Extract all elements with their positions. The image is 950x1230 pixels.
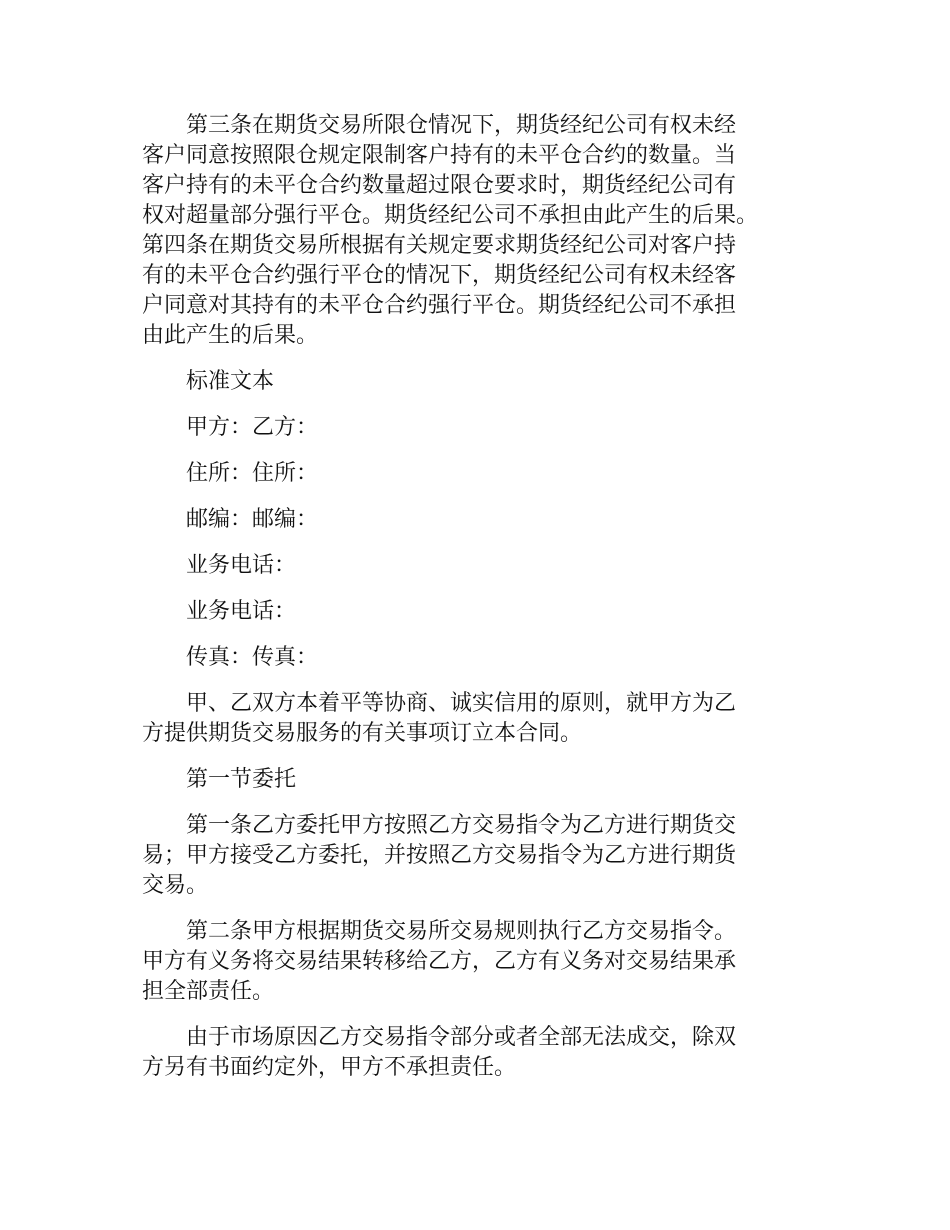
text-line: 第三条在期货交易所限仓情况下，期货经纪公司有权未经 bbox=[186, 113, 737, 138]
fax-line bbox=[142, 643, 832, 673]
text-line: 邮编：邮编： bbox=[186, 507, 319, 532]
text-line: 方另有书面约定外，甲方不承担责任。 bbox=[142, 1055, 517, 1080]
text-line: 担全部责任。 bbox=[142, 979, 275, 1004]
text-line: 方提供期货交易服务的有关事项订立本合同。 bbox=[142, 721, 583, 746]
text-line: 易；甲方接受乙方委托，并按照乙方交易指令为乙方进行期货 bbox=[142, 843, 737, 868]
text-line: 标准文本 bbox=[186, 369, 275, 394]
paragraph-clause-1 bbox=[142, 811, 832, 901]
paragraph-market-reason bbox=[142, 1023, 832, 1083]
text-line: 由于市场原因乙方交易指令部分或者全部无法成交，除双 bbox=[186, 1025, 737, 1050]
text-line: 户同意对其持有的未平仓合约强行平仓。期货经纪公司不承担 bbox=[142, 293, 737, 318]
text-line: 客户持有的未平仓合约数量超过限仓要求时，期货经纪公司有 bbox=[142, 173, 737, 198]
postcode-line bbox=[142, 505, 832, 535]
text-line: 住所：住所： bbox=[186, 461, 319, 486]
section-heading-entrustment bbox=[142, 765, 832, 795]
text-line: 甲方：乙方： bbox=[186, 415, 319, 440]
address-line bbox=[142, 459, 832, 489]
paragraph-preamble bbox=[142, 689, 832, 749]
party-names-line bbox=[142, 413, 832, 443]
paragraph-clause-3-4 bbox=[142, 111, 832, 351]
text-line: 有的未平仓合约强行平仓的情况下，期货经纪公司有权未经客 bbox=[142, 263, 737, 288]
text-line: 传真：传真： bbox=[186, 645, 319, 670]
text-line: 业务电话： bbox=[186, 599, 297, 624]
text-line: 权对超量部分强行平仓。期货经纪公司不承担由此产生的后果。 bbox=[142, 203, 759, 228]
text-line: 第一节委托 bbox=[186, 767, 297, 792]
text-line: 业务电话： bbox=[186, 553, 297, 578]
text-line: 第一条乙方委托甲方按照乙方交易指令为乙方进行期货交 bbox=[186, 813, 737, 838]
text-line: 客户同意按照限仓规定限制客户持有的未平仓合约的数量。当 bbox=[142, 143, 737, 168]
text-line: 第二条甲方根据期货交易所交易规则执行乙方交易指令。 bbox=[186, 919, 737, 944]
text-line: 甲方有义务将交易结果转移给乙方，乙方有义务对交易结果承 bbox=[142, 949, 737, 974]
section-heading-standard-text bbox=[142, 367, 832, 397]
paragraph-clause-2 bbox=[142, 917, 832, 1007]
text-line: 甲、乙双方本着平等协商、诚实信用的原则，就甲方为乙 bbox=[186, 691, 737, 716]
document-body bbox=[142, 111, 832, 1083]
business-phone-line bbox=[142, 551, 832, 581]
text-line: 交易。 bbox=[142, 873, 209, 898]
text-line: 第四条在期货交易所根据有关规定要求期货经纪公司对客户持 bbox=[142, 233, 737, 258]
text-line: 由此产生的后果。 bbox=[142, 323, 319, 348]
business-phone-line bbox=[142, 597, 832, 627]
